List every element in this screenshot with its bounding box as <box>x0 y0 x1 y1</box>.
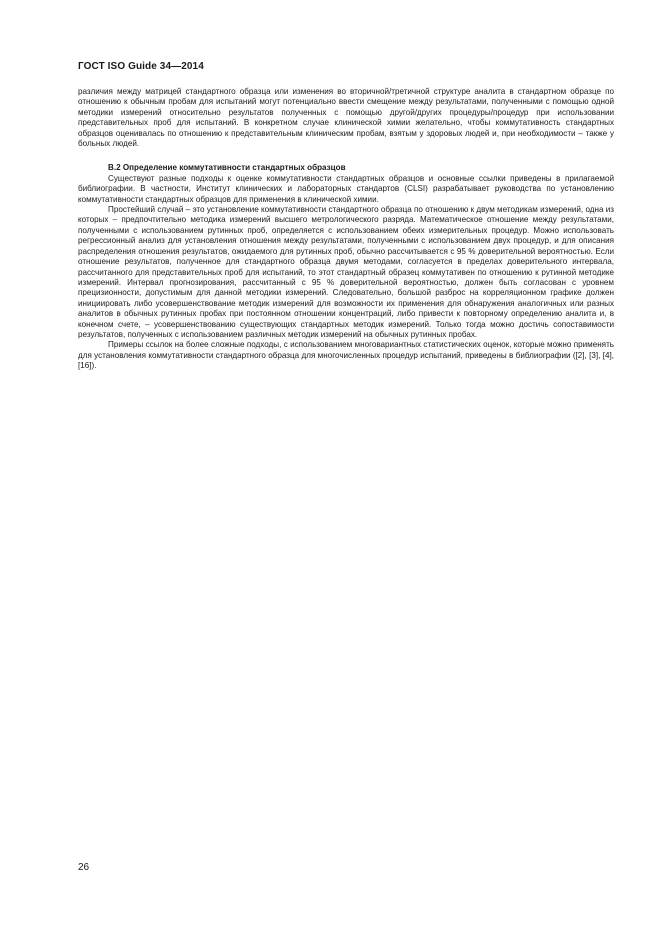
document-header: ГОСТ ISO Guide 34—2014 <box>78 61 204 72</box>
section-paragraph: Существуют разные подходы к оценке коммутативности стандартных образцов и основные ссылки приведены в прилагаемой библиографии. В частности, Институт клинических и лабораторных стандартов (CLSI) разрабатывает руководства по установлению коммутативности стандартных образцов для применения в клинической химии. <box>78 173 614 204</box>
section-paragraph: Примеры ссылок на более сложные подходы, с использованием многовариантных статистических оценок, которые можно применять для установления коммутативности стандартного образца для многочисленных процедур испытаний, приведены в библиографии ([2], [3], [4], [16]). <box>78 340 614 371</box>
page-number: 26 <box>78 862 90 873</box>
section-heading-b2: B.2 Определение коммутативности стандартных образцов <box>108 163 346 173</box>
intro-paragraph: различия между матрицей стандартного образца или изменения во вторичной/третичной структуре аналита в стандартном образце по отношению к обычным пробам для испытаний могут потенциально ввести смещение между результатами, полученными с помощью одной методики измерений относительно результатов полученных с помощью другой/других процедуры/процедур при использовании представительных проб для испытаний. В конкретном случае клинической химии желательно, чтобы коммутативность стандартных образцов оценивалась по отношению к представительным клиническим пробам, взятым у здоровых людей и, при необходимости – также у больных людей. <box>78 87 614 149</box>
document-body <box>78 87 614 372</box>
section-paragraph: Простейший случай – это установление коммутативности стандартного образца по отношению к двум методикам измерений, одна из которых – предпочтительно методика измерений высшего метрологического разряда. Математическое отношение между результатами, полученными с использованием рутинных проб, определяется с использованием обеих измерительных процедур. Можно использовать регрессионный анализ для установления отношения между результатами, полученными с использованием двух процедур, и для описания распределения отношения результатов, ожидаемого для рутинных проб, обычно рассчитывается с 95 % доверительной вероятностью. Если отношение результатов, полученное для стандартного образца двумя методами, согласуется в пределах доверительного интервала, рассчитанного для представительных проб для испытаний, то этот стандартный образец коммутативен по отношению к рутинной методике измерений. Интервал прогнозирования, рассчитанный с 95 % доверительной вероятностью, должен быть согласован с уровнем прецизионности, допустимым для данной методики измерений. Следовательно, большой разброс на корреляционном графике должен инициировать либо усовершенствование методик измерений для возможности их применения для обнаружения аналогичных или разных аналитов в обычных рутинных пробах при постоянном отношении концентраций, либо привести к повторному определению аналита и, в конечном счете, – усовершенствованию существующих стандартных методик измерений. Только тогда можно достичь сопоставимости результатов, полученных с использованием различных методик измерений на обычных рутинных пробах. <box>78 205 614 339</box>
